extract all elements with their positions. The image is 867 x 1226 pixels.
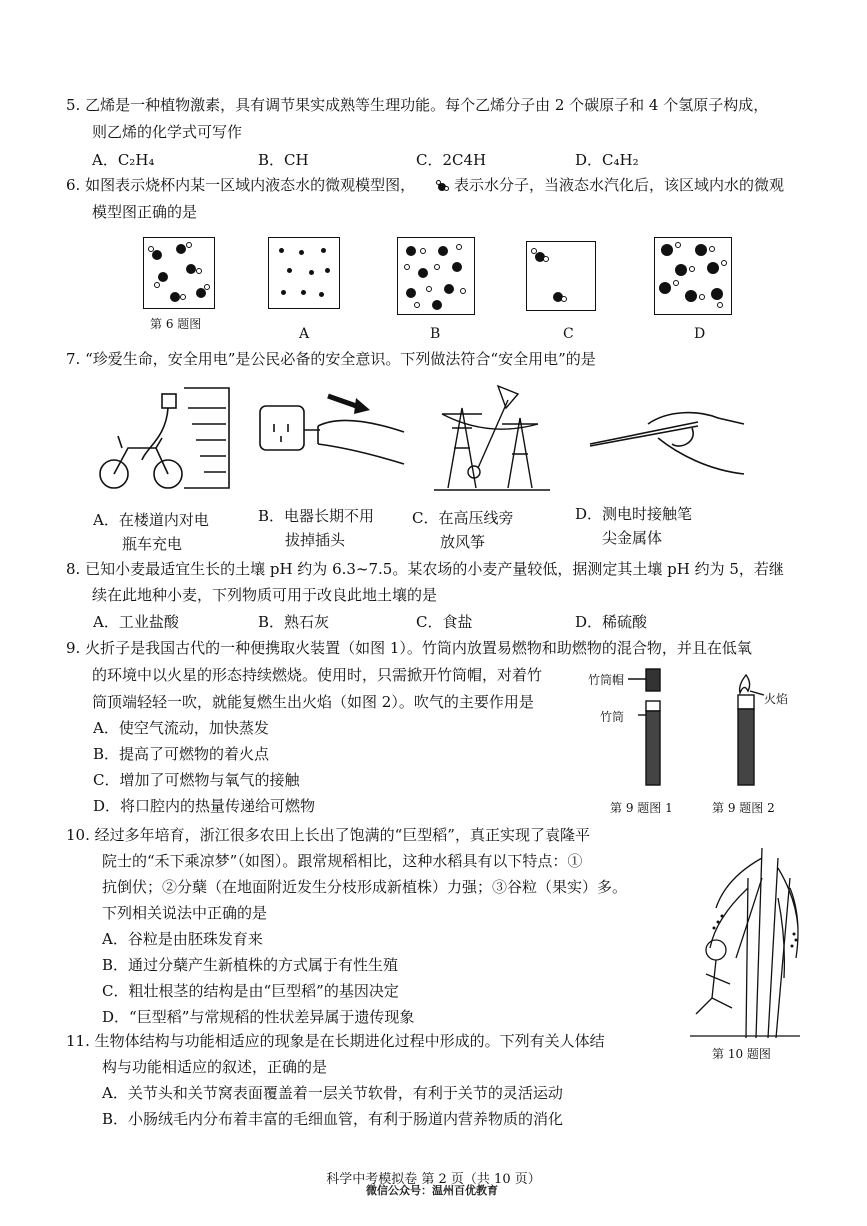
q7-option-a-illustration xyxy=(96,378,236,496)
q9-figure1-caption: 第 9 题图 1 xyxy=(610,801,673,815)
q5-option-c: C．2C4H xyxy=(416,151,487,169)
q11-option-b: B．小肠绒毛内分布着丰富的毛细血管，有利于肠道内营养物质的消化 xyxy=(102,1110,564,1128)
q9-figure-fire-starter xyxy=(620,665,800,795)
q7-option-b-line2: 拔掉插头 xyxy=(285,531,346,549)
q7-option-d-illustration xyxy=(588,404,748,482)
q7-option-d-line1: D．测电时接触笔 xyxy=(575,505,693,523)
q6-stem-line1a: 6. 如图表示烧杯内某一区域内液态水的微观模型图， xyxy=(66,176,416,194)
q8-option-d: D．稀硫酸 xyxy=(575,613,648,631)
q7-option-c-line2: 放风筝 xyxy=(440,533,486,551)
q7-option-a-line1: A．在楼道内对电 xyxy=(93,511,209,529)
q10-option-a: A．谷粒是由胚珠发育来 xyxy=(102,930,263,948)
q11-stem-line2: 构与功能相适应的叙述，正确的是 xyxy=(102,1058,328,1076)
q6-stem-line1b: 表示水分子，当液态水汽化后，该区域内水的微观 xyxy=(454,176,785,194)
q9-stem-line2: 的环境中以火星的形态持续燃烧。使用时，只需掀开竹筒帽，对着竹 xyxy=(92,666,543,684)
q9-option-b: B．提高了可燃物的着火点 xyxy=(93,745,270,763)
q10-stem-line1: 10. 经过多年培育，浙江很多农田上长出了饱满的“巨型稻”，真正实现了袁隆平 xyxy=(66,826,590,844)
q6-option-a-label: A xyxy=(299,326,310,342)
q10-figure-caption: 第 10 题图 xyxy=(712,1047,771,1061)
q10-stem-line4: 下列相关说法中正确的是 xyxy=(102,904,268,922)
q5-option-b: B．CH xyxy=(258,151,309,169)
q6-figure-liquid xyxy=(143,237,215,309)
q9-option-c: C．增加了可燃物与氧气的接触 xyxy=(93,771,300,789)
q5-option-d: D．C₄H₂ xyxy=(575,151,639,169)
q8-stem-line2: 续在此地种小麦，下列物质可用于改良此地土壤的是 xyxy=(92,586,438,604)
q10-option-b: B．通过分蘖产生新植株的方式属于有性生殖 xyxy=(102,956,399,974)
q10-option-c: C．粗壮根茎的结构是由“巨型稻”的基因决定 xyxy=(102,982,399,1000)
q6-option-d-figure xyxy=(654,237,732,315)
q7-stem: 7. “珍爱生命，安全用电”是公民必备的安全意识。下列做法符合“安全用电”的是 xyxy=(66,350,596,368)
q8-option-b: B．熟石灰 xyxy=(258,613,330,631)
q9-label-cap: 竹筒帽 xyxy=(588,673,625,687)
q8-option-a: A．工业盐酸 xyxy=(93,613,179,631)
q6-option-c-figure xyxy=(526,241,596,311)
q9-figure2-caption: 第 9 题图 2 xyxy=(712,801,775,815)
q5-stem-line2: 则乙烯的化学式可写作 xyxy=(92,123,243,141)
q8-option-c: C．食盐 xyxy=(416,613,473,631)
watermark: 微信公众号：温州百优教育 xyxy=(366,1184,498,1197)
q7-option-c-illustration xyxy=(428,378,553,496)
q6-option-c-label: C xyxy=(563,326,574,342)
q6-stem-line2: 模型图正确的是 xyxy=(92,203,198,221)
q5-option-a: A．C₂H₄ xyxy=(92,151,155,169)
q10-stem-line2: 院士的“禾下乘凉梦”（如图）。跟常规稻相比，这种水稻具有以下特点：① xyxy=(102,852,583,870)
q9-option-a: A．使空气流动，加快蒸发 xyxy=(93,719,269,737)
q10-stem-line3: 抗倒伏；②分蘖（在地面附近发生分枝形成新植株）力强；③谷粒（果实）多。 xyxy=(102,878,628,896)
q6-option-b-figure xyxy=(397,237,475,315)
q9-label-tube: 竹筒 xyxy=(600,710,625,724)
q6-option-a-figure xyxy=(268,237,340,309)
q9-stem-line1: 9. 火折子是我国古代的一种便携取火装置（如图 1）。竹筒内放置易燃物和助燃物的混合物，并且在低氧 xyxy=(66,639,752,657)
q6-option-d-label: D xyxy=(694,326,706,342)
q7-option-c-line1: C．在高压线旁 xyxy=(412,509,514,527)
q7-option-a-line2: 瓶车充电 xyxy=(122,535,183,553)
q5-stem-line1: 5. 乙烯是一种植物激素，具有调节果实成熟等生理功能。每个乙烯分子由 2 个碳原子和 4 个氢原子构成， xyxy=(66,96,769,114)
q6-option-b-label: B xyxy=(430,326,441,342)
q10-option-d: D．“巨型稻”与常规稻的性状差异属于遗传现象 xyxy=(102,1008,415,1026)
q11-option-a: A．关节头和关节窝表面覆盖着一层关节软骨，有利于关节的灵活运动 xyxy=(102,1084,563,1102)
q9-stem-line3: 筒顶端轻轻一吹，就能复燃生出火焰（如图 2）。吹气的主要作用是 xyxy=(92,693,534,711)
q9-label-flame: 火焰 xyxy=(764,692,789,706)
water-molecule-icon xyxy=(436,180,450,194)
q7-option-b-illustration xyxy=(258,386,408,486)
q11-stem-line1: 11. 生物体结构与功能相适应的现象是在长期进化过程中形成的。下列有关人体结 xyxy=(66,1032,605,1050)
q9-option-d: D．将口腔内的热量传递给可燃物 xyxy=(93,797,316,815)
q8-stem-line1: 8. 已知小麦最适宜生长的土壤 pH 约为 6.3~7.5。某农场的小麦产量较低，据测定其土壤 pH 约为 5，若继 xyxy=(66,560,784,578)
q7-option-b-line1: B．电器长期不用 xyxy=(258,507,375,525)
q7-option-d-line2: 尖金属体 xyxy=(602,529,663,547)
q6-figure-caption: 第 6 题图 xyxy=(150,317,202,331)
page-footer: 科学中考模拟卷 第 2 页（共 10 页） xyxy=(326,1172,541,1187)
q10-giant-rice-illustration xyxy=(686,838,802,1038)
